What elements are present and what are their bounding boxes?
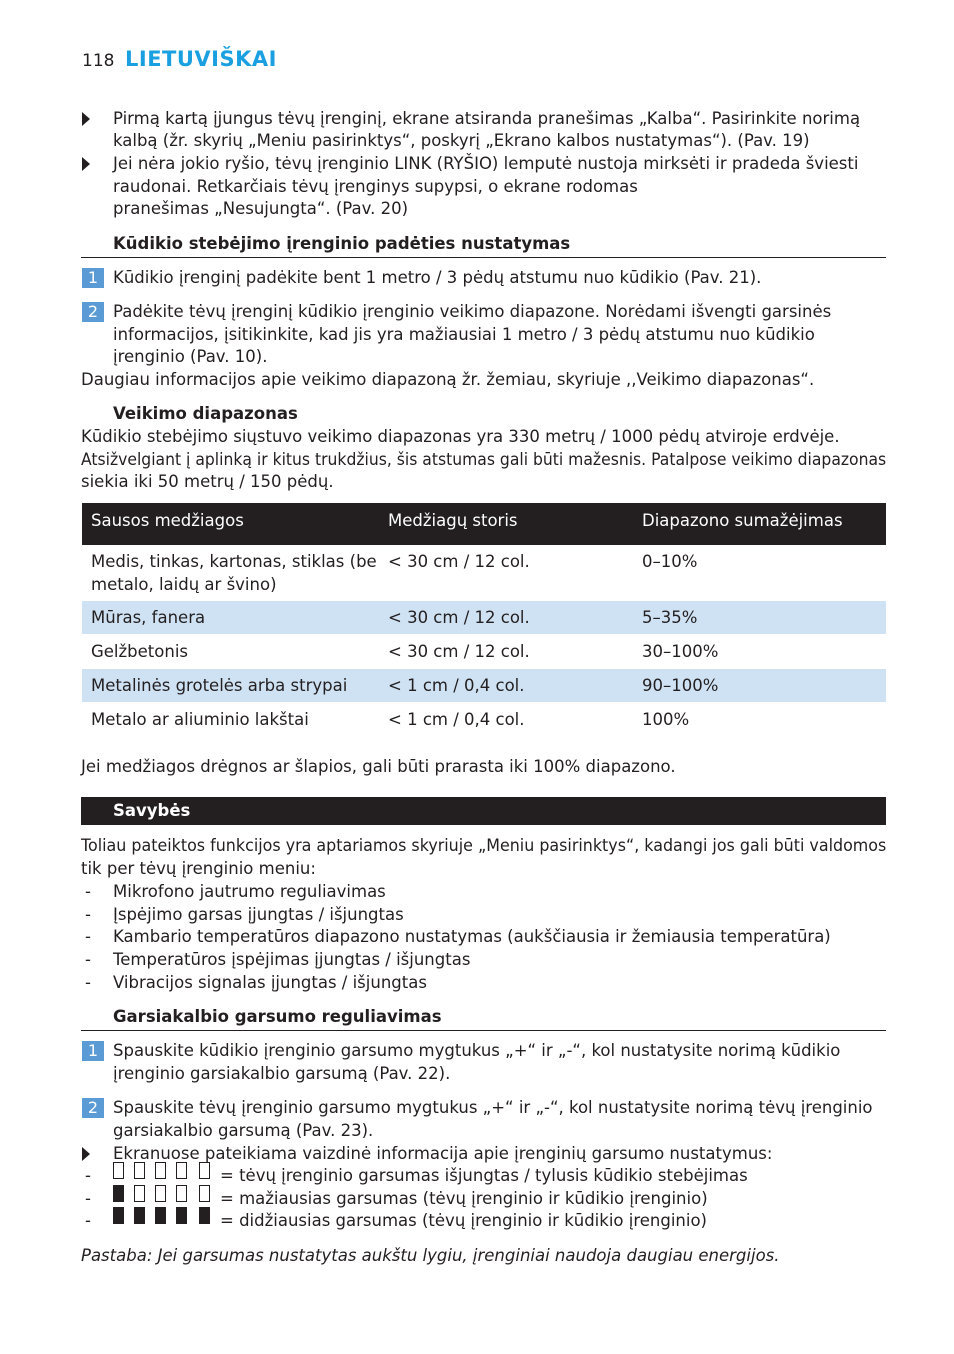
divider xyxy=(81,257,886,258)
volume-bar-icon xyxy=(113,1207,124,1224)
volume-level-indicator xyxy=(113,1210,223,1232)
intro-bullet-2-line-1: Jei nėra jokio ryšio, tėvų įrenginio LINK (RYŠIO) lemputė nustoja mirksėti ir pradeda šviesti xyxy=(113,154,859,173)
table-cell-thickness: < 30 cm / 12 col. xyxy=(388,552,530,571)
table-cell-material: Gelžbetonis xyxy=(91,642,189,661)
bullet-icon xyxy=(82,1147,90,1162)
volume-step-2-line-2: garsiakalbio garsumą (Pav. 23). xyxy=(113,1121,374,1140)
volume-note: Pastaba: Jei garsumas nustatytas aukštu lygiu, įrenginiai naudoja daugiau energijos. xyxy=(81,1246,780,1265)
placement-step-2-line-3: įrenginio (Pav. 10). xyxy=(113,347,268,366)
placement-step-2-line-2: informacijos, įsitikinkite, kad jis yra mažiausiai 1 metro / 3 pėdų atstumu nuo kūdikio xyxy=(113,325,815,344)
table-cell-thickness: < 1 cm / 0,4 col. xyxy=(388,710,525,729)
features-heading-bar xyxy=(81,797,886,825)
volume-bar-icon xyxy=(176,1185,187,1202)
dash-marker: - xyxy=(85,973,91,992)
volume-bar-icon xyxy=(155,1162,166,1179)
volume-bar-icon xyxy=(199,1162,210,1179)
intro-bullet-1-line-2: kalbą (žr. skyrių „Meniu pasirinktys“, poskyrį „Ekrano kalbos nustatymas“). (Pav. 19) xyxy=(113,131,810,150)
table-cell-reduction: 90–100% xyxy=(642,676,719,695)
dash-marker: - xyxy=(85,882,91,901)
volume-bar-icon xyxy=(155,1207,166,1224)
volume-bar-icon xyxy=(176,1207,187,1224)
volume-bar-icon xyxy=(199,1185,210,1202)
dash-marker: - xyxy=(85,1166,91,1185)
volume-level-indicator xyxy=(113,1165,223,1187)
volume-bar-icon xyxy=(155,1185,166,1202)
dash-marker: - xyxy=(85,927,91,946)
feature-item: Temperatūros įspėjimas įjungtas / išjungtas xyxy=(113,950,471,969)
feature-item: Įspėjimo garsas įjungtas / išjungtas xyxy=(113,905,404,924)
placement-step-1: Kūdikio įrenginį padėkite bent 1 metro / 3 pėdų atstumu nuo kūdikio (Pav. 21). xyxy=(113,268,762,287)
divider xyxy=(81,1030,886,1031)
volume-level-text: = mažiausias garsumas (tėvų įrenginio ir kūdikio įrenginio) xyxy=(220,1189,708,1208)
table-header-material: Sausos medžiagos xyxy=(91,511,244,530)
step-number-1: 1 xyxy=(82,268,104,288)
step-number-2: 2 xyxy=(82,1098,104,1118)
page-number: 118 xyxy=(82,51,115,71)
table-cell-reduction: 100% xyxy=(642,710,690,729)
table-cell-reduction: 5–35% xyxy=(642,608,698,627)
placement-step-2-line-1: Padėkite tėvų įrenginį kūdikio įrenginio veikimo diapazone. Norėdami išvengti garsinės xyxy=(113,302,832,321)
feature-item: Mikrofono jautrumo reguliavimas xyxy=(113,882,386,901)
features-intro-line-1: Toliau pateiktos funkcijos yra aptariamos skyriuje „Meniu pasirinktys“, kadangi jos gali būti valdomos xyxy=(81,836,887,855)
volume-heading: Garsiakalbio garsumo reguliavimas xyxy=(113,1007,442,1026)
step-number-1: 1 xyxy=(82,1041,104,1061)
table-header-reduction: Diapazono sumažėjimas xyxy=(642,511,843,530)
intro-bullet-2-line-2: raudonai. Retkarčiais tėvų įrenginys supypsi, o ekrane rodomas xyxy=(113,177,638,196)
table-cell-material: metalo, laidų ar švino) xyxy=(91,575,277,594)
range-after-note: Jei medžiagos drėgnos ar šlapios, gali būti prarasta iki 100% diapazono. xyxy=(81,757,676,776)
volume-bar-icon xyxy=(176,1162,187,1179)
feature-item: Kambario temperatūros diapazono nustatymas (aukščiausia ir žemiausia temperatūra) xyxy=(113,927,831,946)
volume-bar-icon xyxy=(134,1162,145,1179)
volume-bar-icon xyxy=(113,1162,124,1179)
table-cell-thickness: < 30 cm / 12 col. xyxy=(388,608,530,627)
range-text-line-3: siekia iki 50 metrų / 150 pėdų. xyxy=(81,472,334,491)
volume-step-2-line-1: Spauskite tėvų įrenginio garsumo mygtukus „+“ ir „-“, kol nustatysite norimą tėvų įrenginio xyxy=(113,1098,873,1117)
range-text-line-2: Atsižvelgiant į aplinką ir kitus trukdžius, šis atstumas gali būti mažesnis. Patalpose veikimo diapazonas xyxy=(81,450,887,469)
dash-marker: - xyxy=(85,905,91,924)
bullet-icon xyxy=(82,112,90,127)
table-header-thickness: Medžiagų storis xyxy=(388,511,518,530)
placement-heading: Kūdikio stebėjimo įrenginio padėties nustatymas xyxy=(113,234,571,253)
range-text-line-1: Kūdikio stebėjimo siųstuvo veikimo diapazonas yra 330 metrų / 1000 pėdų atviroje erdvėje. xyxy=(81,427,840,446)
volume-bullet: Ekranuose pateikiama vaizdinė informacija apie įrenginių garsumo nustatymus: xyxy=(113,1144,773,1163)
features-intro-line-2: tik per tėvų įrenginio meniu: xyxy=(81,859,316,878)
volume-step-1-line-1: Spauskite kūdikio įrenginio garsumo mygtukus „+“ ir „-“, kol nustatysite norimą kūdikio xyxy=(113,1041,841,1060)
table-cell-reduction: 0–10% xyxy=(642,552,698,571)
table-cell-material: Metalinės grotelės arba strypai xyxy=(91,676,348,695)
dash-marker: - xyxy=(85,950,91,969)
intro-bullet-2-line-3: pranešimas „Nesujungta“. (Pav. 20) xyxy=(113,199,409,218)
dash-marker: - xyxy=(85,1189,91,1208)
table-cell-material: Metalo ar aliuminio lakštai xyxy=(91,710,309,729)
features-heading: Savybės xyxy=(113,801,191,820)
table-cell-material: Medis, tinkas, kartonas, stiklas (be xyxy=(91,552,377,571)
volume-step-1-line-2: įrenginio garsiakalbio garsumą (Pav. 22). xyxy=(113,1064,451,1083)
step-number-2: 2 xyxy=(82,302,104,322)
volume-level-text: = tėvų įrenginio garsumas išjungtas / tylusis kūdikio stebėjimas xyxy=(220,1166,748,1185)
language-heading: LIETUVIŠKAI xyxy=(125,47,277,71)
range-heading: Veikimo diapazonas xyxy=(113,404,298,423)
table-cell-reduction: 30–100% xyxy=(642,642,719,661)
table-cell-thickness: < 1 cm / 0,4 col. xyxy=(388,676,525,695)
table-cell-material: Mūras, fanera xyxy=(91,608,206,627)
dash-marker: - xyxy=(85,1211,91,1230)
volume-bar-icon xyxy=(134,1207,145,1224)
placement-note: Daugiau informacijos apie veikimo diapazoną žr. žemiau, skyriuje ,,Veikimo diapazonas“. xyxy=(81,370,815,389)
feature-item: Vibracijos signalas įjungtas / išjungtas xyxy=(113,973,427,992)
intro-bullet-1-line-1: Pirmą kartą įjungus tėvų įrenginį, ekrane atsiranda pranešimas „Kalba“. Pasirinkite norimą xyxy=(113,109,861,128)
volume-bar-icon xyxy=(199,1207,210,1224)
volume-level-text: = didžiausias garsumas (tėvų įrenginio ir kūdikio įrenginio) xyxy=(220,1211,707,1230)
volume-bar-icon xyxy=(113,1185,124,1202)
volume-bar-icon xyxy=(134,1185,145,1202)
table-cell-thickness: < 30 cm / 12 col. xyxy=(388,642,530,661)
bullet-icon xyxy=(82,157,90,172)
